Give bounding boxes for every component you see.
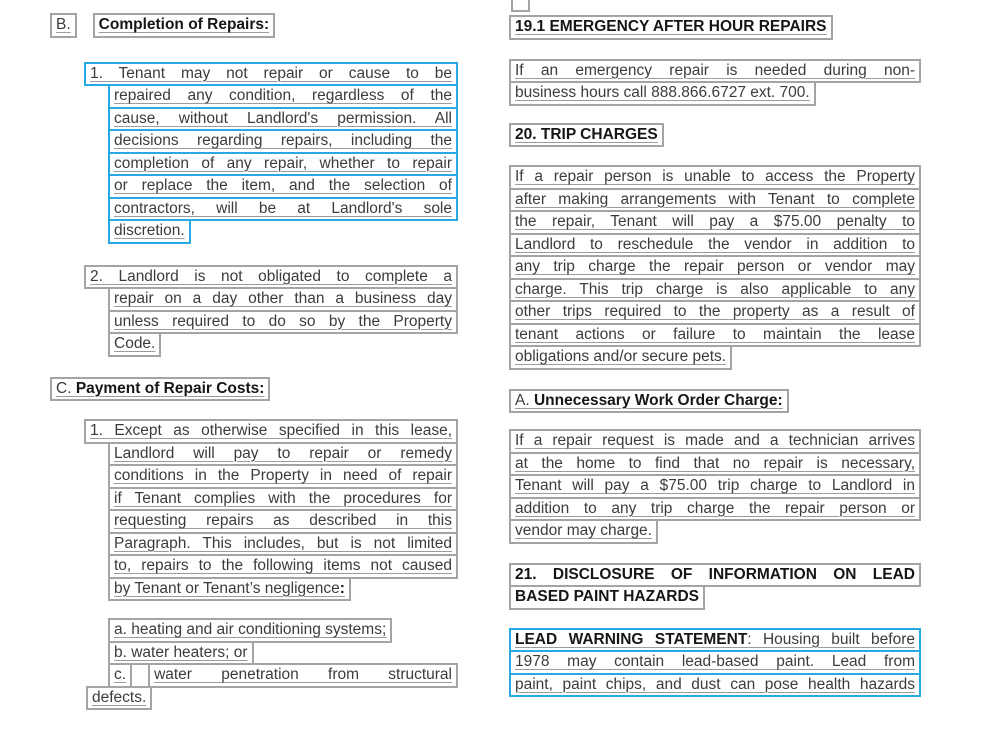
text-line[interactable]: If a repair request is made and a technician arrives bbox=[509, 429, 921, 454]
bold-text-segment: : bbox=[339, 579, 345, 597]
text-line-highlighted[interactable]: paint, paint chips, and dust can pose health hazards bbox=[509, 673, 921, 698]
text-line[interactable]: to, repairs to the following items not caused bbox=[108, 554, 458, 579]
text-line[interactable] bbox=[509, 389, 789, 414]
text-line[interactable]: business hours call 888.866.6727 ext. 700. bbox=[509, 81, 816, 106]
bold-text-segment: Completion of Repairs: bbox=[98, 16, 270, 33]
text-line[interactable]: Code. bbox=[108, 332, 161, 357]
clause-1-tenant-repairs bbox=[90, 62, 458, 244]
bold-text-segment: 19.1 EMERGENCY AFTER HOUR REPAIRS bbox=[515, 18, 827, 35]
text-line[interactable]: charge. This trip charge is also applicable to any bbox=[509, 278, 921, 303]
text-line[interactable] bbox=[509, 123, 664, 148]
text-line[interactable]: obligations and/or secure pets. bbox=[509, 345, 732, 370]
heading-completion-of-repairs bbox=[50, 15, 458, 38]
heading-payment-of-repair-costs bbox=[50, 377, 458, 402]
empty-ocr-box bbox=[509, 0, 921, 12]
document-column-left bbox=[50, 15, 458, 710]
text-line[interactable]: addition to any trip charge the repair person or bbox=[509, 497, 921, 522]
clause-2-landlord-obligation bbox=[90, 265, 458, 357]
document-column-right bbox=[509, 0, 921, 697]
text-line-highlighted[interactable]: 1978 may contain lead-based paint. Lead from bbox=[509, 650, 921, 675]
text-line[interactable]: vendor may charge. bbox=[509, 519, 658, 544]
empty-ocr-box[interactable] bbox=[511, 0, 530, 12]
bold-text-segment: LEAD WARNING STATEMENT bbox=[515, 630, 748, 648]
text-line[interactable]: any trip charge the repair person or vendor may bbox=[509, 255, 921, 280]
text-line[interactable]: tenant actions or failure to maintain the lease bbox=[509, 323, 921, 348]
text-segment: A. bbox=[515, 391, 534, 409]
bold-text-segment: Unnecessary Work Order Charge: bbox=[533, 391, 783, 409]
text-segment: by Tenant or Tenant’s negligence bbox=[114, 579, 340, 597]
text-line[interactable]: 1. Except as otherwise specified in this lease, bbox=[84, 419, 458, 444]
para-trip-charges bbox=[509, 165, 921, 370]
label-b[interactable]: B. bbox=[50, 13, 77, 38]
text-line[interactable]: defects. bbox=[86, 686, 152, 711]
text-line-highlighted[interactable]: discretion. bbox=[108, 219, 191, 244]
text-line[interactable]: Landlord will pay to repair or remedy bbox=[108, 442, 458, 467]
bold-text-segment: BASED PAINT HAZARDS bbox=[515, 588, 699, 605]
text-line[interactable]: requesting repairs as described in this bbox=[108, 509, 458, 534]
text-line[interactable]: b. water heaters; or bbox=[108, 641, 254, 666]
subitem-c bbox=[108, 665, 458, 688]
label-c[interactable]: c. bbox=[108, 663, 132, 688]
heading-21-lead-paint-disclosure bbox=[509, 563, 921, 610]
text-line[interactable]: at the home to find that no repair is necessary, bbox=[509, 452, 921, 477]
subitems-a-b bbox=[108, 618, 458, 665]
text-line[interactable]: Paragraph. This includes, but is not limited bbox=[108, 532, 458, 557]
para-emergency-repairs bbox=[509, 59, 921, 106]
text-line[interactable] bbox=[509, 15, 833, 40]
bold-text-segment: 20. TRIP CHARGES bbox=[515, 125, 658, 143]
text-line[interactable]: other trips required to the property as a result of bbox=[509, 300, 921, 325]
text-line[interactable] bbox=[509, 563, 921, 588]
text-line[interactable]: If a repair person is unable to access the Property bbox=[509, 165, 921, 190]
text-line-highlighted[interactable]: contractors, will be at Landlord's sole bbox=[108, 197, 458, 222]
text-line[interactable]: if Tenant complies with the procedures for bbox=[108, 487, 458, 512]
text-line[interactable] bbox=[50, 377, 270, 402]
line-defects bbox=[50, 686, 458, 711]
text-line-highlighted[interactable] bbox=[509, 628, 921, 653]
text-line-highlighted[interactable]: 1. Tenant may not repair or cause to be bbox=[84, 62, 458, 87]
text-line-highlighted[interactable]: decisions regarding repairs, including the bbox=[108, 129, 458, 154]
text-line[interactable]: the repair, Tenant will pay a $75.00 penalty to bbox=[509, 210, 921, 235]
text-line-highlighted[interactable]: or replace the item, and the selection of bbox=[108, 174, 458, 199]
subitem-c-text[interactable]: water penetration from structural bbox=[148, 663, 458, 688]
bold-text-segment: Payment of Repair Costs: bbox=[75, 379, 265, 397]
text-line[interactable]: a. heating and air conditioning systems; bbox=[108, 618, 392, 643]
text-line-highlighted[interactable]: repaired any condition, regardless of the bbox=[108, 84, 458, 109]
para-lead-warning-statement bbox=[509, 628, 921, 698]
clause-1-landlord-pays bbox=[90, 419, 458, 601]
text-line[interactable] bbox=[108, 577, 351, 602]
para-unnecessary-work-order bbox=[509, 429, 921, 544]
text-line[interactable]: unless required to do so by the Property bbox=[108, 310, 458, 335]
heading-text[interactable] bbox=[93, 13, 276, 38]
text-segment: : Housing built before bbox=[747, 630, 915, 648]
text-line[interactable]: Landlord to reschedule the vendor in addition to bbox=[509, 233, 921, 258]
text-segment: C. bbox=[56, 379, 76, 397]
text-line[interactable]: 2. Landlord is not obligated to complete a bbox=[84, 265, 458, 290]
heading-20-trip-charges bbox=[509, 123, 921, 148]
text-line[interactable]: conditions in the Property in need of repair bbox=[108, 464, 458, 489]
text-line[interactable]: If an emergency repair is needed during non- bbox=[509, 59, 921, 84]
bold-text-segment: 21. DISCLOSURE OF INFORMATION ON LEAD bbox=[515, 565, 915, 583]
text-line[interactable]: after making arrangements with Tenant to complete bbox=[509, 188, 921, 213]
text-line-highlighted[interactable]: completion of any repair, whether to repair bbox=[108, 152, 458, 177]
heading-a-unnecessary-work-order bbox=[509, 389, 921, 414]
text-line-highlighted[interactable]: cause, without Landlord's permission. All bbox=[108, 107, 458, 132]
heading-19-1-emergency bbox=[509, 15, 921, 40]
text-line[interactable] bbox=[509, 585, 705, 610]
text-line[interactable]: Tenant will pay a $75.00 trip charge to Landlord in bbox=[509, 474, 921, 499]
text-line[interactable]: repair on a day other than a business day bbox=[108, 287, 458, 312]
